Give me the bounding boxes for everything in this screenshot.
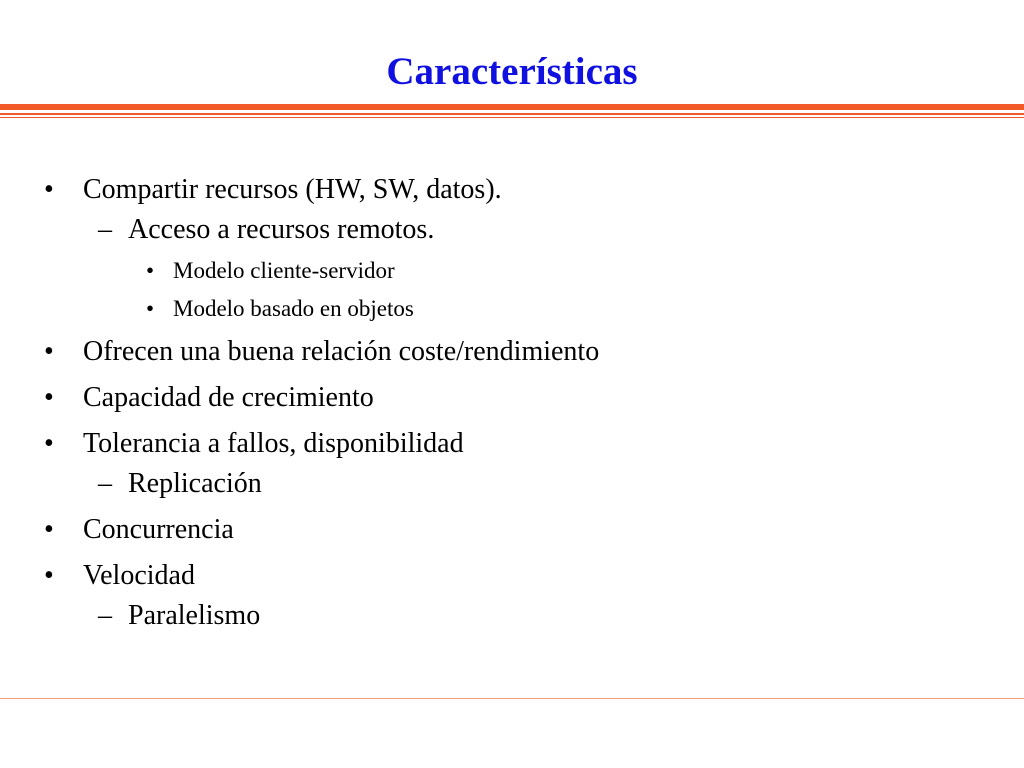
bullet-text: Velocidad xyxy=(83,560,195,591)
bullet-marker: • xyxy=(44,560,54,591)
sub-bullet-text: Paralelismo xyxy=(128,600,261,631)
bullet-item xyxy=(0,172,1024,208)
bullet-item xyxy=(0,380,1024,416)
slide-title: Características xyxy=(386,50,638,93)
sub-sub-bullet-item xyxy=(0,256,1024,286)
bullet-marker: • xyxy=(44,174,54,205)
sub-bullet-item xyxy=(0,466,1024,502)
title-rule-thin xyxy=(0,117,1024,118)
bullet-item xyxy=(0,334,1024,370)
dash-marker: – xyxy=(98,600,112,631)
bullet-marker: • xyxy=(44,514,54,545)
bullet-marker: • xyxy=(44,382,54,413)
bullet-marker: • xyxy=(146,296,155,321)
bullet-text: Compartir recursos (HW, SW, datos). xyxy=(83,174,502,205)
bullet-marker: • xyxy=(146,258,155,283)
bullet-marker: • xyxy=(44,428,54,459)
sub-bullet-text: Acceso a recursos remotos. xyxy=(128,214,435,245)
bullet-marker: • xyxy=(44,336,54,367)
sub-sub-bullet-text: Modelo cliente-servidor xyxy=(173,258,395,283)
title-rule-medium xyxy=(0,113,1024,115)
sub-bullet-item xyxy=(0,212,1024,248)
sub-sub-bullet-item xyxy=(0,294,1024,324)
sub-bullet-item xyxy=(0,598,1024,634)
sub-bullet-text: Replicación xyxy=(128,468,262,499)
sub-sub-bullet-text: Modelo basado en objetos xyxy=(173,296,414,321)
bullet-list xyxy=(0,172,1024,634)
dash-marker: – xyxy=(98,468,112,499)
footer-rule xyxy=(0,698,1024,699)
bullet-text: Capacidad de crecimiento xyxy=(83,382,374,413)
bullet-text: Concurrencia xyxy=(83,514,234,545)
bullet-item xyxy=(0,512,1024,548)
bullet-item xyxy=(0,558,1024,594)
dash-marker: – xyxy=(98,214,112,245)
bullet-text: Ofrecen una buena relación coste/rendimiento xyxy=(83,336,600,367)
bullet-text: Tolerancia a fallos, disponibilidad xyxy=(83,428,464,459)
title-rule-thick xyxy=(0,104,1024,110)
bullet-item xyxy=(0,426,1024,462)
